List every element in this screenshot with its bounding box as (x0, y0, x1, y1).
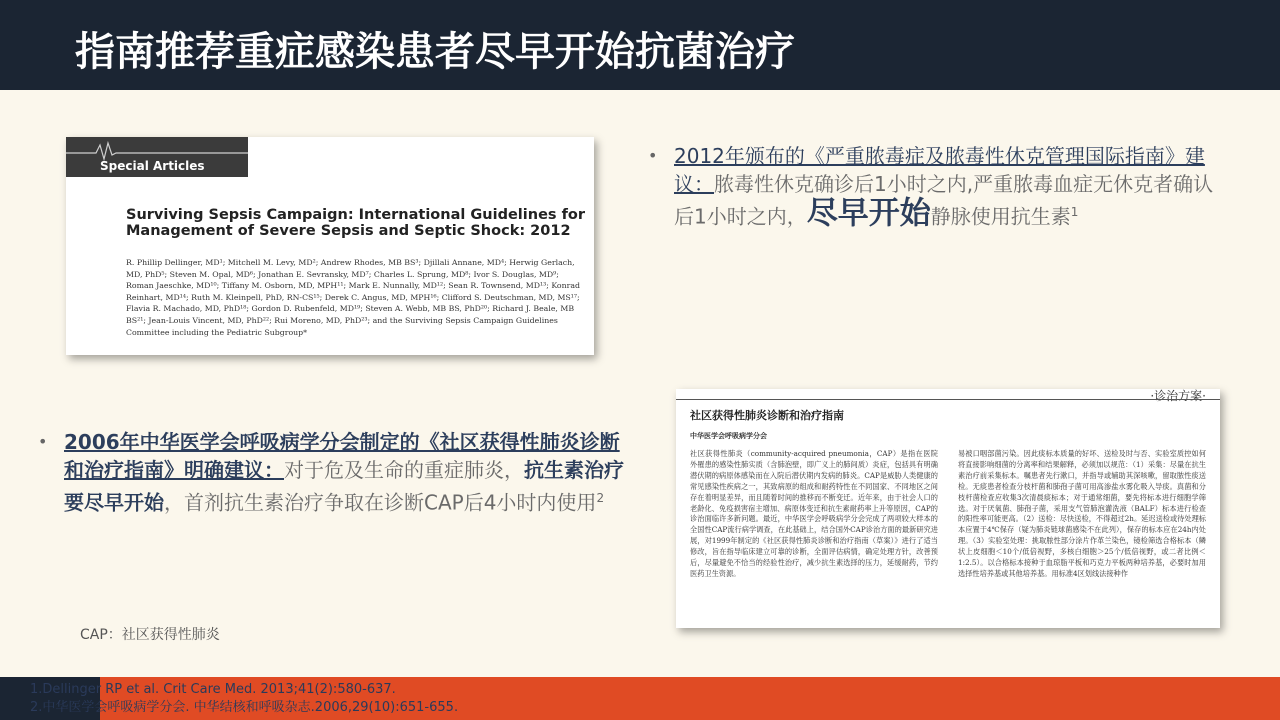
doc2-rule (676, 399, 1220, 400)
bullet2-ref: 2 (596, 491, 605, 505)
banner-label: Special Articles (100, 159, 205, 173)
bullet-dot-icon: • (648, 146, 658, 165)
bullet1-ref: 1 (1070, 205, 1079, 219)
footer-bar (0, 677, 1280, 720)
bullet-sepsis-guideline (650, 142, 1225, 231)
reference-1: 1.Dellinger RP et al. Crit Care Med. 2013;41(2):580-637. (30, 682, 396, 697)
bullet1-text-end: 静脉使用抗生素 (930, 204, 1071, 229)
bullet-dot-icon: • (38, 432, 48, 451)
bullet1-emphasis: 尽早开始 (806, 195, 931, 232)
doc2-title: 社区获得性肺炎诊断和治疗指南 (690, 409, 844, 422)
bullet2-emphasis: 抗生素治疗要尽早开始 (64, 458, 624, 515)
article-authors: R. Phillip Dellinger, MD¹; Mitchell M. Levy, MD²; Andrew Rhodes, MB BS³; Djillali Annane, MD⁴; Herwig Gerlach, MD, PhD⁵; Steven M. Opal, MD⁶; Jonathan E. Sevransky, MD⁷; Charles L. Sprung, MD⁸; Ivor S. Douglas, MD⁹; Roman Jaeschke, MD¹⁰; Tiffany M. Osborn, MD, MPH¹¹; Mark E. Nunnally, MD¹²; Sean R. Townsend, MD¹³; Konrad Reinhart, MD¹⁴; Ruth M. Kleinpell, PhD, RN-CS¹⁵; Derek C. Angus, MD, MPH¹⁶; Clifford S. Deutschman, MD, MS¹⁷; Flavia R. Machado, MD, PhD¹⁸; Gordon D. Rubenfeld, MD¹⁹; Steven A. Webb, MB BS, PhD²⁰; Richard J. Beale, MB BS²¹; Jean-Louis Vincent, MD, PhD²²; Rui Moreno, MD, PhD²³; and the Surviving Sepsis Campaign Guidelines Committee including the Pediatric Subgroup* (126, 258, 581, 337)
bullet1-source: 2012年颁布的《严重脓毒症及脓毒性休克管理国际指南》建议： (674, 144, 1205, 196)
article-title: Surviving Sepsis Campaign: International Guidelines for Management of Severe Sepsis and Septic Shock: 2012 (126, 207, 586, 239)
slide-title: 指南推荐重症感染患者尽早开始抗菌治疗 (75, 29, 795, 75)
bullet2-text: 对于危及生命的重症肺炎， (284, 458, 524, 482)
reference-2: 2.中华医学会呼吸病学分会. 中华结核和呼吸杂志.2006,29(10):651-655. (30, 700, 459, 715)
bullet-cap-guideline (40, 428, 630, 517)
bullet1-text: 脓毒性休克确诊后1小时之内,严重脓毒血症无休克者确认后1小时之内， (674, 172, 1214, 229)
sepsis-guideline-image (66, 137, 594, 355)
doc2-org: 中华医学会呼吸病学分会 (690, 432, 767, 440)
special-articles-banner (66, 137, 248, 177)
title-bar (0, 0, 1280, 90)
abbreviation-note: CAP：社区获得性肺炎 (80, 627, 220, 643)
cap-guideline-image (676, 389, 1220, 628)
bullet2-source: 2006年中华医学会呼吸病学分会制定的《社区获得性肺炎诊断和治疗指南》明确建议： (64, 430, 620, 482)
doc2-header: ·诊治方案· (1150, 389, 1206, 403)
bullet2-text-end: ，首剂抗生素治疗争取在诊断CAP后4小时内使用 (164, 490, 597, 515)
doc2-column-1: 社区获得性肺炎（community-acquired pneumonia，CAP）是指在医院外罹患的感染性肺实质（含肺泡壁，即广义上的肺间质）炎症，包括具有明确潜伏期的病原体感染而在入院后潜伏期内发病的肺炎。CAP是威胁人类健康的常见感染性疾病之一，其致病原的组成和耐药特性在不同国家、不同地区之间存在着明显差异，而且随着时间的推移而不断变迁。近年来，由于社会人口的老龄化、免疫损害宿主增加、病原体变迁和抗生素耐药率上升等原因，CAP的诊治面临许多新问题。最近，中华医学会呼吸病学分会完成了两项较大样本的全国性CAP流行病学调查，在此基础上，结合国外CAP诊治方面的最新研究进展，对1999年制定的《社区获得性肺炎诊断和治疗指南（草案）》进行了适当修改，旨在指导临床建立可靠的诊断，全面评估病情，确定处理方针，改善预后，尽量避免不恰当的经验性治疗，减少抗生素选择的压力，延缓耐药，节约医药卫生资源。 (690, 449, 938, 578)
doc2-column-2: 易被口咽部菌污染。因此痰标本质量的好坏、送检及时与否、实验室质控如何将直接影响细菌的分离率和结果解释，必须加以规范：（1）采集：尽量在抗生素治疗前采集标本。嘱患者先行漱口，并指导或辅助其深咳嗽，留取脓性痰送检。无痰患者检查分枝杆菌和肺孢子菌可用高渗盐水雾化吸入导痰。真菌和分枝杆菌检查应收集3次清晨痰标本；对于通常细菌，要先将标本进行细胞学筛选。对于厌氧菌、肺孢子菌，采用支气管肺泡灌洗液（BALF）标本进行检查的阳性率可能更高。（2）送检：尽快送检，不得超过2h。延迟送检或待处理标本应置于4℃保存（疑为肺炎链球菌感染不在此列），保存的标本应在24h内处理。（3）实验室处理：挑取脓性部分涂片作革兰染色，镜检筛选合格标本（鳞状上皮细胞＜10个/低倍视野，多核白细胞＞25个/低倍视野，或二者比例＜1:2.5）。以合格标本接种于血琼脂平板和巧克力平板两种培养基，必要时加用选择性培养基或其他培养基。用标准4区划线法接种作 (958, 449, 1206, 578)
ecg-line-icon (66, 141, 248, 161)
references (30, 681, 458, 717)
